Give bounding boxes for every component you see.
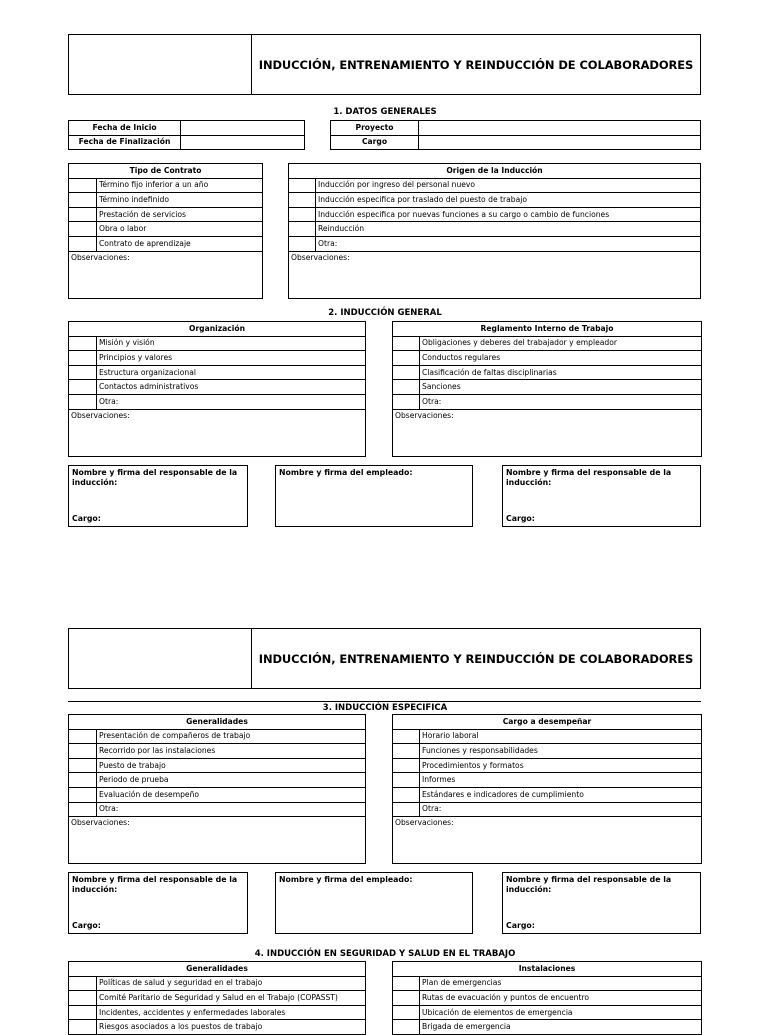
checkbox[interactable] bbox=[69, 351, 97, 366]
fecha-fin-label: Fecha de Finalización bbox=[69, 135, 181, 150]
list-item: Plan de emergencias bbox=[420, 976, 702, 991]
proyecto-label: Proyecto bbox=[331, 121, 419, 136]
checkbox[interactable] bbox=[289, 236, 316, 251]
list-item: Comité Paritario de Seguridad y Salud en el Trabajo (COPASST) bbox=[97, 991, 366, 1006]
sst-generalidades-header: Generalidades bbox=[69, 962, 366, 977]
signature-label: Nombre y firma del responsable de la inducción: bbox=[72, 875, 238, 894]
list-item: Rutas de evacuación y puntos de encuentro bbox=[420, 991, 702, 1006]
checkbox[interactable] bbox=[69, 773, 97, 788]
checkbox[interactable] bbox=[393, 394, 420, 409]
checkbox[interactable] bbox=[393, 976, 420, 991]
list-item: Informes bbox=[420, 773, 702, 788]
list-item: Obra o labor bbox=[97, 222, 263, 237]
signature-label: Nombre y firma del responsable de la inducción: bbox=[72, 468, 238, 487]
list-item: Estándares e indicadores de cumplimiento bbox=[420, 787, 702, 802]
checkbox[interactable] bbox=[393, 773, 420, 788]
section-1-title: 1. DATOS GENERALES bbox=[333, 107, 437, 117]
checkbox[interactable] bbox=[69, 802, 97, 817]
checkbox[interactable] bbox=[69, 394, 97, 409]
checkbox[interactable] bbox=[69, 178, 97, 193]
list-item: Horario laboral bbox=[420, 729, 702, 744]
list-item: Otra: bbox=[97, 394, 366, 409]
list-item: Reinducción bbox=[316, 222, 701, 237]
cargo-desempenar-table bbox=[392, 714, 702, 864]
checkbox[interactable] bbox=[69, 365, 97, 380]
section-3-title: 3. INDUCCIÓN ESPECIFICA bbox=[322, 703, 448, 713]
checkbox[interactable] bbox=[289, 207, 316, 222]
checkbox[interactable] bbox=[289, 222, 316, 237]
list-item: Término indefinido bbox=[97, 193, 263, 208]
checkbox[interactable] bbox=[289, 178, 316, 193]
observaciones-field[interactable]: Observaciones: bbox=[69, 409, 366, 456]
list-item: Otra: bbox=[420, 394, 702, 409]
proyecto-field[interactable] bbox=[419, 121, 701, 136]
cargo-label: Cargo bbox=[331, 135, 419, 150]
generalidades-table bbox=[68, 714, 366, 864]
list-item: Estructura organizacional bbox=[97, 365, 366, 380]
observaciones-field[interactable]: Observaciones: bbox=[69, 817, 366, 864]
fecha-inicio-label: Fecha de Inicio bbox=[69, 121, 181, 136]
checkbox[interactable] bbox=[69, 744, 97, 759]
checkbox[interactable] bbox=[69, 758, 97, 773]
tipo-contrato-table bbox=[68, 163, 263, 299]
checkbox[interactable] bbox=[69, 222, 97, 237]
checkbox[interactable] bbox=[393, 758, 420, 773]
list-item: Conductos regulares bbox=[420, 351, 702, 366]
checkbox[interactable] bbox=[69, 787, 97, 802]
list-item: Periodo de prueba bbox=[97, 773, 366, 788]
checkbox[interactable] bbox=[393, 991, 420, 1006]
observaciones-field[interactable]: Observaciones: bbox=[393, 817, 702, 864]
signature-empleado-1[interactable] bbox=[275, 465, 473, 527]
checkbox[interactable] bbox=[69, 207, 97, 222]
signature-responsable-2[interactable] bbox=[502, 465, 701, 527]
generalidades-header: Generalidades bbox=[69, 715, 366, 730]
origen-induccion-table bbox=[288, 163, 701, 299]
divider bbox=[68, 701, 701, 702]
list-item: Contrato de aprendizaje bbox=[97, 236, 263, 251]
list-item: Puesto de trabajo bbox=[97, 758, 366, 773]
list-item: Presentación de compañeros de trabajo bbox=[97, 729, 366, 744]
list-item: Brigada de emergencia bbox=[420, 1020, 702, 1035]
checkbox[interactable] bbox=[289, 193, 316, 208]
list-item: Recorrido por las instalaciones bbox=[97, 744, 366, 759]
checkbox[interactable] bbox=[69, 380, 97, 395]
checkbox[interactable] bbox=[69, 729, 97, 744]
checkbox[interactable] bbox=[393, 787, 420, 802]
signature-responsable-1[interactable] bbox=[68, 465, 248, 527]
list-item: Procedimientos y formatos bbox=[420, 758, 702, 773]
list-item: Contactos administrativos bbox=[97, 380, 366, 395]
logo-box-2 bbox=[68, 628, 252, 689]
checkbox[interactable] bbox=[393, 380, 420, 395]
list-item: Sanciones bbox=[420, 380, 702, 395]
list-item: Prestación de servicios bbox=[97, 207, 263, 222]
cargo-label: Cargo: bbox=[72, 921, 101, 930]
signature-label: Nombre y firma del responsable de la inducción: bbox=[506, 468, 672, 487]
cargo-field[interactable] bbox=[419, 135, 701, 150]
list-item: Políticas de salud y seguridad en el trabajo bbox=[97, 976, 366, 991]
checkbox[interactable] bbox=[69, 336, 97, 351]
fecha-fin-field[interactable] bbox=[181, 135, 305, 150]
checkbox[interactable] bbox=[69, 236, 97, 251]
checkbox[interactable] bbox=[69, 1020, 97, 1035]
observaciones-field[interactable]: Observaciones: bbox=[69, 251, 263, 298]
checkbox[interactable] bbox=[393, 336, 420, 351]
signature-label: Nombre y firma del empleado: bbox=[279, 875, 413, 884]
list-item: Otra: bbox=[316, 236, 701, 251]
observaciones-field[interactable]: Observaciones: bbox=[289, 251, 701, 298]
list-item: Otra: bbox=[420, 802, 702, 817]
list-item: Clasificación de faltas disciplinarias bbox=[420, 365, 702, 380]
tipo-contrato-header: Tipo de Contrato bbox=[69, 164, 263, 179]
checkbox[interactable] bbox=[393, 1020, 420, 1035]
list-item: Incidentes, accidentes y enfermedades laborales bbox=[97, 1005, 366, 1020]
list-item: Misión y visión bbox=[97, 336, 366, 351]
checkbox[interactable] bbox=[393, 802, 420, 817]
cargo-label: Cargo: bbox=[506, 921, 535, 930]
signature-responsable-4[interactable] bbox=[502, 872, 701, 934]
logo-box-1 bbox=[68, 34, 252, 95]
signature-responsable-3[interactable] bbox=[68, 872, 248, 934]
list-item: Obligaciones y deberes del trabajador y empleador bbox=[420, 336, 702, 351]
signature-label: Nombre y firma del responsable de la inducción: bbox=[506, 875, 672, 894]
cargo-label: Cargo: bbox=[72, 514, 101, 523]
checkbox[interactable] bbox=[69, 193, 97, 208]
checkbox[interactable] bbox=[69, 1005, 97, 1020]
section-2-title: 2. INDUCCIÓN GENERAL bbox=[328, 308, 442, 318]
list-item: Principios y valores bbox=[97, 351, 366, 366]
form-title-1: INDUCCIÓN, ENTRENAMIENTO Y REINDUCCIÓN DE COLABORADORES bbox=[251, 34, 701, 95]
signature-empleado-2[interactable] bbox=[275, 872, 473, 934]
origen-header: Origen de la Inducción bbox=[289, 164, 701, 179]
cargo-label: Cargo: bbox=[506, 514, 535, 523]
list-item: Inducción por ingreso del personal nuevo bbox=[316, 178, 701, 193]
checkbox[interactable] bbox=[69, 976, 97, 991]
checkbox[interactable] bbox=[393, 1005, 420, 1020]
datos-generales-left bbox=[68, 120, 305, 150]
observaciones-field[interactable]: Observaciones: bbox=[393, 409, 702, 456]
section-4-title: 4. INDUCCIÓN EN SEGURIDAD Y SALUD EN EL TRABAJO bbox=[254, 949, 516, 959]
datos-generales-right bbox=[330, 120, 701, 150]
list-item: Funciones y responsabilidades bbox=[420, 744, 702, 759]
checkbox[interactable] bbox=[69, 991, 97, 1006]
fecha-inicio-field[interactable] bbox=[181, 121, 305, 136]
cargo-desempenar-header: Cargo a desempeñar bbox=[393, 715, 702, 730]
checkbox[interactable] bbox=[393, 351, 420, 366]
list-item: Evaluación de desempeño bbox=[97, 787, 366, 802]
list-item: Ubicación de elementos de emergencia bbox=[420, 1005, 702, 1020]
instalaciones-header: Instalaciones bbox=[393, 962, 702, 977]
signature-label: Nombre y firma del empleado: bbox=[279, 468, 413, 477]
list-item: Término fijo inferior a un año bbox=[97, 178, 263, 193]
reglamento-table bbox=[392, 321, 702, 457]
checkbox[interactable] bbox=[393, 365, 420, 380]
list-item: Otra: bbox=[97, 802, 366, 817]
organizacion-table bbox=[68, 321, 366, 457]
list-item: Inducción especifica por traslado del puesto de trabajo bbox=[316, 193, 701, 208]
form-title-2: INDUCCIÓN, ENTRENAMIENTO Y REINDUCCIÓN DE COLABORADORES bbox=[251, 628, 701, 689]
organizacion-header: Organización bbox=[69, 322, 366, 337]
checkbox[interactable] bbox=[393, 729, 420, 744]
list-item: Riesgos asociados a los puestos de trabajo bbox=[97, 1020, 366, 1035]
list-item: Inducción especifica por nuevas funciones a su cargo o cambio de funciones bbox=[316, 207, 701, 222]
reglamento-header: Reglamento Interno de Trabajo bbox=[393, 322, 702, 337]
checkbox[interactable] bbox=[393, 744, 420, 759]
